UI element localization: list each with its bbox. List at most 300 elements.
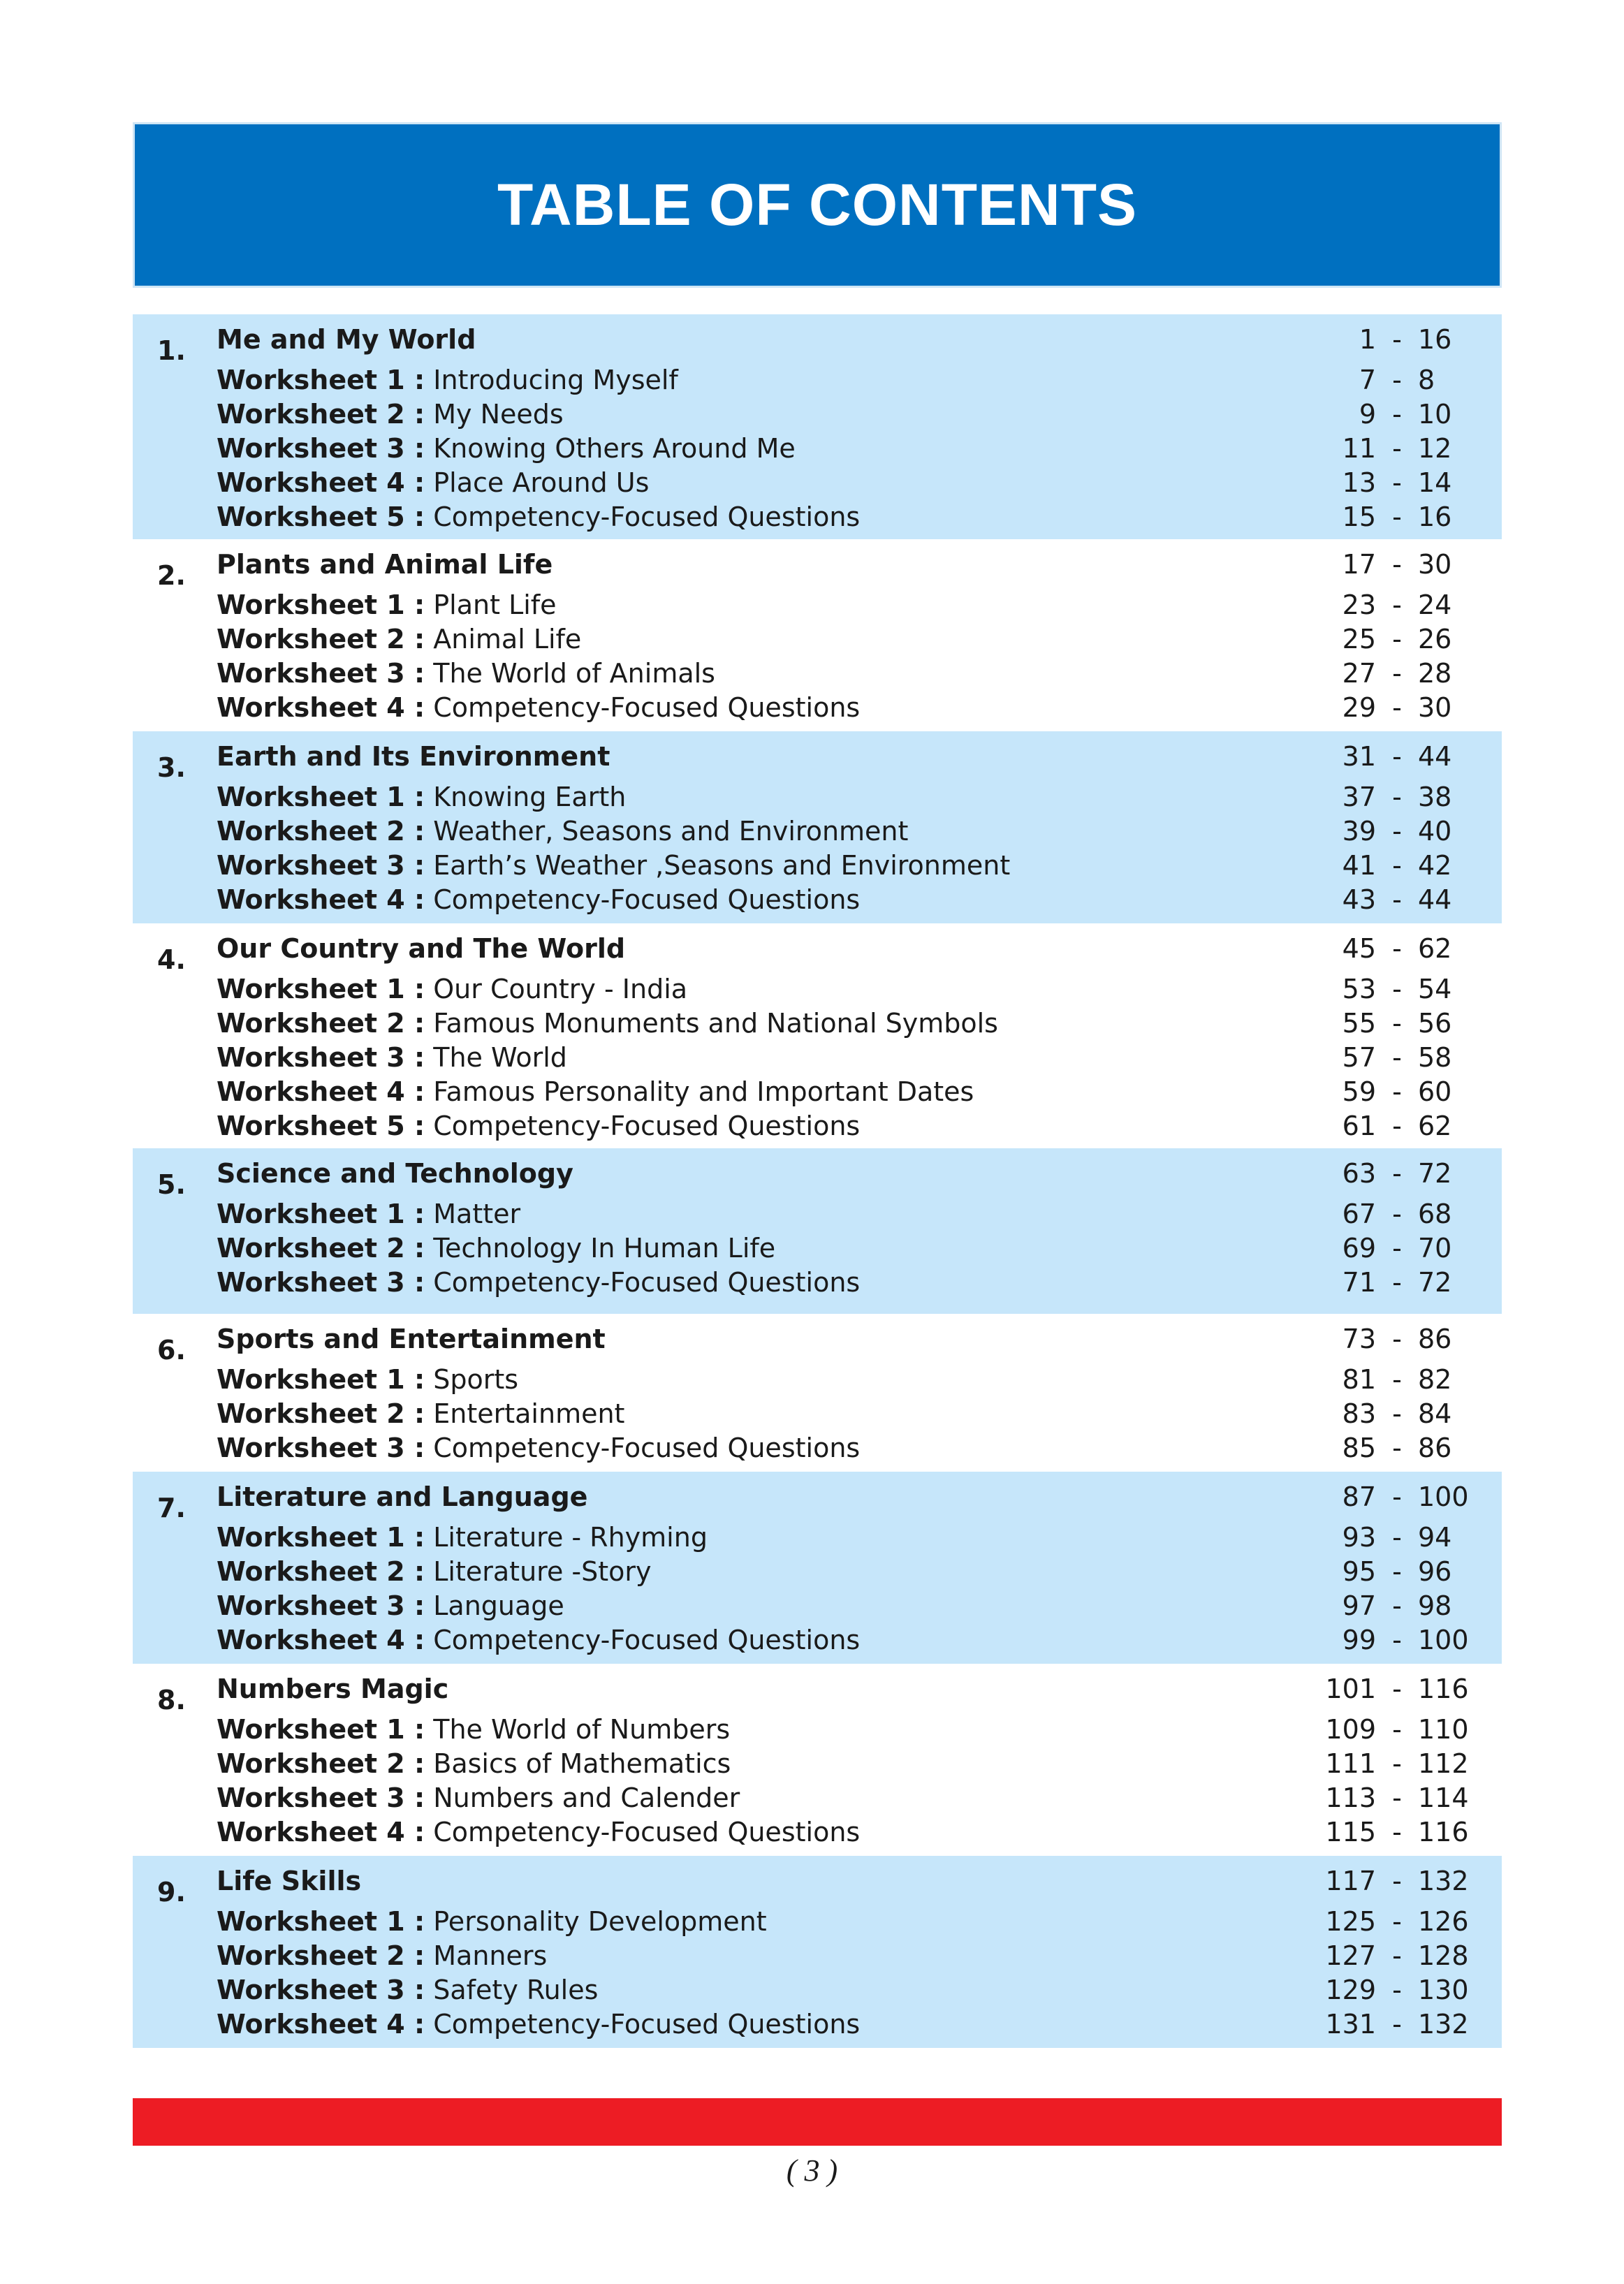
title-banner (133, 122, 1502, 288)
range-dash: - (1392, 692, 1402, 723)
worksheet-entry (217, 1522, 708, 1553)
page-start: 67 (1342, 1199, 1376, 1229)
page-range (1292, 741, 1474, 772)
page-end: 72 (1418, 1158, 1452, 1189)
chapter-title: Literature and Language (217, 1481, 588, 1512)
page-start: 101 (1325, 1674, 1376, 1704)
worksheet-label: Worksheet 4 : (217, 1076, 425, 1107)
worksheet-title: Plant Life (433, 590, 557, 620)
worksheet-entry (217, 1625, 860, 1655)
page-end: 116 (1418, 1674, 1469, 1704)
worksheet-title: Competency-Focused Questions (433, 692, 861, 723)
chapter-number: 9. (157, 1877, 186, 1908)
worksheet-label: Worksheet 2 : (217, 1556, 425, 1587)
worksheet-label: Worksheet 3 : (217, 1782, 425, 1813)
chapter-number: 5. (157, 1169, 186, 1200)
page-start: 127 (1325, 1940, 1376, 1971)
worksheet-entry (217, 1267, 860, 1298)
chapter-number: 4. (157, 944, 186, 975)
page-range (1292, 1233, 1474, 1264)
page-end: 62 (1418, 1111, 1452, 1141)
page-range (1292, 1481, 1474, 1512)
page-range (1292, 658, 1474, 689)
worksheet-entry (217, 1199, 520, 1229)
page-start: 63 (1342, 1158, 1376, 1189)
worksheet-row[interactable] (133, 1782, 1502, 1817)
page-end: 42 (1418, 850, 1452, 881)
chapter-row[interactable] (133, 1674, 1502, 1714)
page-start: 41 (1342, 850, 1376, 881)
worksheet-row[interactable] (133, 1522, 1502, 1556)
worksheet-row[interactable] (133, 1111, 1502, 1145)
worksheet-label: Worksheet 4 : (217, 2009, 425, 2040)
page-end: 8 (1418, 365, 1435, 395)
worksheet-row[interactable] (133, 1940, 1502, 1975)
worksheet-entry (217, 502, 860, 532)
worksheet-row[interactable] (133, 1714, 1502, 1748)
worksheet-title: Weather, Seasons and Environment (433, 816, 909, 847)
page-start: 9 (1359, 399, 1376, 430)
page-range (1292, 692, 1474, 723)
worksheet-title: Famous Monuments and National Symbols (433, 1008, 998, 1039)
range-dash: - (1392, 1199, 1402, 1229)
worksheet-title: Competency-Focused Questions (433, 884, 861, 915)
worksheet-row[interactable] (133, 1364, 1502, 1398)
page-start: 97 (1342, 1590, 1376, 1621)
page-range (1292, 1748, 1474, 1779)
range-dash: - (1392, 1748, 1402, 1779)
chapter-number: 3. (157, 752, 186, 783)
range-dash: - (1392, 590, 1402, 620)
worksheet-entry (217, 1008, 998, 1039)
page-end: 94 (1418, 1522, 1452, 1553)
chapter-title: Science and Technology (217, 1158, 573, 1189)
worksheet-row[interactable] (133, 1556, 1502, 1590)
range-dash: - (1392, 399, 1402, 430)
page-range (1292, 1866, 1474, 1896)
worksheet-row[interactable] (133, 365, 1502, 399)
worksheet-row[interactable] (133, 1590, 1502, 1625)
worksheet-entry (217, 1817, 860, 1847)
worksheet-entry (217, 2009, 860, 2040)
worksheet-entry (217, 782, 626, 812)
page-end: 126 (1418, 1906, 1469, 1937)
page-range (1292, 1267, 1474, 1298)
range-dash: - (1392, 1433, 1402, 1463)
page-end: 116 (1418, 1817, 1469, 1847)
worksheet-label: Worksheet 2 : (217, 1398, 425, 1429)
page-range (1292, 974, 1474, 1004)
worksheet-title: Technology In Human Life (433, 1233, 776, 1264)
worksheet-label: Worksheet 2 : (217, 1748, 425, 1779)
page-range (1292, 549, 1474, 580)
page-start: 111 (1325, 1748, 1376, 1779)
worksheet-entry (217, 1556, 652, 1587)
worksheet-row[interactable] (133, 1625, 1502, 1659)
page-range (1292, 1199, 1474, 1229)
chapter-title: Earth and Its Environment (217, 741, 610, 772)
worksheet-title: Basics of Mathematics (433, 1748, 731, 1779)
chapter-block (133, 731, 1502, 923)
page-end: 86 (1418, 1324, 1452, 1354)
worksheet-title: Place Around Us (433, 467, 650, 498)
worksheet-entry (217, 1364, 518, 1395)
worksheet-row[interactable] (133, 1076, 1502, 1111)
page-start: 23 (1342, 590, 1376, 620)
worksheet-label: Worksheet 2 : (217, 624, 425, 654)
range-dash: - (1392, 782, 1402, 812)
page-start: 7 (1359, 365, 1376, 395)
worksheet-label: Worksheet 2 : (217, 1940, 425, 1971)
page-range (1292, 1111, 1474, 1141)
page-end: 96 (1418, 1556, 1452, 1587)
page-end: 98 (1418, 1590, 1452, 1621)
page-start: 39 (1342, 816, 1376, 847)
worksheet-row[interactable] (133, 1975, 1502, 2009)
worksheet-entry (217, 1111, 860, 1141)
worksheet-entry (217, 1233, 775, 1264)
worksheet-row[interactable] (133, 467, 1502, 502)
page-range (1292, 433, 1474, 464)
page-start: 113 (1325, 1782, 1376, 1813)
worksheet-label: Worksheet 1 : (217, 1522, 425, 1553)
worksheet-row[interactable] (133, 1398, 1502, 1433)
worksheet-entry (217, 884, 860, 915)
page-start: 115 (1325, 1817, 1376, 1847)
chapter-row[interactable] (133, 1158, 1502, 1199)
worksheet-title: Animal Life (433, 624, 582, 654)
range-dash: - (1392, 658, 1402, 689)
worksheet-entry (217, 1714, 730, 1745)
worksheet-title: Our Country - India (433, 974, 688, 1004)
worksheet-row[interactable] (133, 850, 1502, 884)
page-range (1292, 816, 1474, 847)
worksheet-row[interactable] (133, 692, 1502, 726)
worksheet-entry (217, 467, 649, 498)
range-dash: - (1392, 816, 1402, 847)
worksheet-row[interactable] (133, 399, 1502, 433)
range-dash: - (1392, 1590, 1402, 1621)
worksheet-label: Worksheet 3 : (217, 1042, 425, 1073)
worksheet-title: My Needs (433, 399, 564, 430)
page-end: 72 (1418, 1267, 1452, 1298)
worksheet-entry (217, 433, 796, 464)
range-dash: - (1392, 1111, 1402, 1141)
range-dash: - (1392, 1233, 1402, 1264)
range-dash: - (1392, 884, 1402, 915)
range-dash: - (1392, 433, 1402, 464)
worksheet-row[interactable] (133, 502, 1502, 536)
page-end: 44 (1418, 884, 1452, 915)
worksheet-row[interactable] (133, 1267, 1502, 1301)
worksheet-row[interactable] (133, 1199, 1502, 1233)
worksheet-label: Worksheet 3 : (217, 658, 425, 689)
page-end: 28 (1418, 658, 1452, 689)
page-range (1292, 1625, 1474, 1655)
page-end: 16 (1418, 502, 1452, 532)
chapter-number: 6. (157, 1335, 186, 1366)
chapter-title: Sports and Entertainment (217, 1324, 606, 1354)
footer-bar (133, 2098, 1502, 2146)
range-dash: - (1392, 1906, 1402, 1937)
worksheet-label: Worksheet 3 : (217, 1975, 425, 2005)
chapter-row[interactable] (133, 741, 1502, 782)
range-dash: - (1392, 933, 1402, 964)
page-range (1292, 1076, 1474, 1107)
page-start: 81 (1342, 1364, 1376, 1395)
page-range (1292, 884, 1474, 915)
worksheet-label: Worksheet 1 : (217, 590, 425, 620)
range-dash: - (1392, 1975, 1402, 2005)
range-dash: - (1392, 1324, 1402, 1354)
page-start: 73 (1342, 1324, 1376, 1354)
worksheet-entry (217, 658, 715, 689)
page-start: 53 (1342, 974, 1376, 1004)
worksheet-title: Literature -Story (433, 1556, 652, 1587)
worksheet-label: Worksheet 1 : (217, 1906, 425, 1937)
worksheet-label: Worksheet 1 : (217, 1364, 425, 1395)
worksheet-title: Knowing Earth (433, 782, 627, 812)
page-start: 11 (1342, 433, 1376, 464)
worksheet-label: Worksheet 4 : (217, 884, 425, 915)
worksheet-title: The World of Animals (433, 658, 715, 689)
worksheet-row[interactable] (133, 884, 1502, 918)
worksheet-row[interactable] (133, 974, 1502, 1008)
worksheet-row[interactable] (133, 433, 1502, 467)
chapter-number: 1. (157, 335, 186, 366)
worksheet-entry (217, 590, 557, 620)
worksheet-row[interactable] (133, 782, 1502, 816)
worksheet-label: Worksheet 4 : (217, 1817, 425, 1847)
page-start: 129 (1325, 1975, 1376, 2005)
worksheet-title: Competency-Focused Questions (433, 1111, 861, 1141)
worksheet-title: Knowing Others Around Me (433, 433, 796, 464)
worksheet-entry (217, 399, 564, 430)
page-range (1292, 1324, 1474, 1354)
range-dash: - (1392, 1940, 1402, 1971)
worksheet-row[interactable] (133, 1906, 1502, 1940)
worksheet-entry (217, 1906, 767, 1937)
worksheet-row[interactable] (133, 2009, 1502, 2043)
range-dash: - (1392, 1866, 1402, 1896)
page-range (1292, 324, 1474, 355)
worksheet-title: Manners (433, 1940, 548, 1971)
chapter-row[interactable] (133, 1866, 1502, 1906)
page-end: 130 (1418, 1975, 1469, 2005)
page-start: 17 (1342, 549, 1376, 580)
chapter-row[interactable] (133, 324, 1502, 365)
worksheet-label: Worksheet 4 : (217, 692, 425, 723)
page-range (1292, 1008, 1474, 1039)
chapter-number: 8. (157, 1685, 186, 1715)
worksheet-entry (217, 1782, 740, 1813)
chapter-title: Plants and Animal Life (217, 549, 553, 580)
worksheet-label: Worksheet 1 : (217, 782, 425, 812)
page-end: 60 (1418, 1076, 1452, 1107)
page-start: 57 (1342, 1042, 1376, 1073)
worksheet-entry (217, 1590, 564, 1621)
chapter-block (133, 1856, 1502, 2048)
worksheet-title: Literature - Rhyming (433, 1522, 708, 1553)
worksheet-row[interactable] (133, 624, 1502, 658)
chapter-row[interactable] (133, 1481, 1502, 1522)
worksheet-entry (217, 1076, 974, 1107)
worksheet-title: Language (433, 1590, 564, 1621)
page-range (1292, 1940, 1474, 1971)
chapter-block (133, 314, 1502, 539)
worksheet-label: Worksheet 2 : (217, 1233, 425, 1264)
range-dash: - (1392, 467, 1402, 498)
chapter-block (133, 923, 1502, 1148)
worksheet-entry (217, 1748, 731, 1779)
page-start: 31 (1342, 741, 1376, 772)
page-range (1292, 1433, 1474, 1463)
range-dash: - (1392, 1817, 1402, 1847)
worksheet-label: Worksheet 4 : (217, 467, 425, 498)
page-range (1292, 1556, 1474, 1587)
page-end: 84 (1418, 1398, 1452, 1429)
worksheet-label: Worksheet 5 : (217, 502, 425, 532)
chapter-row[interactable] (133, 549, 1502, 590)
page-range (1292, 399, 1474, 430)
page-end: 40 (1418, 816, 1452, 847)
worksheet-row[interactable] (133, 1008, 1502, 1042)
worksheet-title: Competency-Focused Questions (433, 502, 861, 532)
range-dash: - (1392, 1398, 1402, 1429)
worksheet-label: Worksheet 2 : (217, 399, 425, 430)
worksheet-row[interactable] (133, 590, 1502, 624)
chapter-title: Me and My World (217, 324, 476, 355)
page-end: 112 (1418, 1748, 1469, 1779)
page-start: 125 (1325, 1906, 1376, 1937)
worksheet-title: Safety Rules (433, 1975, 599, 2005)
worksheet-entry (217, 624, 581, 654)
page-start: 37 (1342, 782, 1376, 812)
worksheet-row[interactable] (133, 1433, 1502, 1467)
worksheet-entry (217, 1433, 860, 1463)
page-range (1292, 1975, 1474, 2005)
range-dash: - (1392, 1364, 1402, 1395)
worksheet-row[interactable] (133, 1042, 1502, 1076)
page-start: 15 (1342, 502, 1376, 532)
page-title: TABLE OF CONTENTS (497, 172, 1138, 237)
page-end: 38 (1418, 782, 1452, 812)
worksheet-title: Entertainment (433, 1398, 625, 1429)
chapter-title: Our Country and The World (217, 933, 626, 964)
range-dash: - (1392, 1782, 1402, 1813)
chapter-number: 2. (157, 560, 186, 591)
worksheet-title: Competency-Focused Questions (433, 1625, 861, 1655)
worksheet-title: Competency-Focused Questions (433, 1433, 861, 1463)
page-end: 56 (1418, 1008, 1452, 1039)
chapter-block (133, 1664, 1502, 1856)
worksheet-label: Worksheet 2 : (217, 1008, 425, 1039)
worksheet-entry (217, 1940, 547, 1971)
page-range (1292, 590, 1474, 620)
page-end: 14 (1418, 467, 1452, 498)
page-start: 109 (1325, 1714, 1376, 1745)
page-start: 71 (1342, 1267, 1376, 1298)
page-range (1292, 1906, 1474, 1937)
range-dash: - (1392, 1076, 1402, 1107)
page-end: 26 (1418, 624, 1452, 654)
worksheet-row[interactable] (133, 1233, 1502, 1267)
page-end: 86 (1418, 1433, 1452, 1463)
chapter-row[interactable] (133, 933, 1502, 974)
worksheet-title: Famous Personality and Important Dates (433, 1076, 974, 1107)
page-range (1292, 782, 1474, 812)
range-dash: - (1392, 624, 1402, 654)
page-end: 82 (1418, 1364, 1452, 1395)
page-end: 24 (1418, 590, 1452, 620)
worksheet-row[interactable] (133, 1817, 1502, 1851)
chapter-title: Life Skills (217, 1866, 362, 1896)
page-end: 54 (1418, 974, 1452, 1004)
range-dash: - (1392, 850, 1402, 881)
page-start: 29 (1342, 692, 1376, 723)
range-dash: - (1392, 2009, 1402, 2040)
chapter-number: 7. (157, 1493, 186, 1523)
page-start: 117 (1325, 1866, 1376, 1896)
page-start: 83 (1342, 1398, 1376, 1429)
range-dash: - (1392, 1714, 1402, 1745)
page-end: 10 (1418, 399, 1452, 430)
worksheet-entry (217, 974, 687, 1004)
worksheet-title: Competency-Focused Questions (433, 1817, 861, 1847)
worksheet-label: Worksheet 1 : (217, 365, 425, 395)
range-dash: - (1392, 1042, 1402, 1073)
page-range (1292, 1674, 1474, 1704)
page-start: 13 (1342, 467, 1376, 498)
worksheet-title: Personality Development (433, 1906, 767, 1937)
page-range (1292, 1158, 1474, 1189)
page-start: 131 (1325, 2009, 1376, 2040)
range-dash: - (1392, 1158, 1402, 1189)
worksheet-label: Worksheet 3 : (217, 1590, 425, 1621)
worksheet-entry (217, 1042, 567, 1073)
page-range (1292, 933, 1474, 964)
page-start: 99 (1342, 1625, 1376, 1655)
range-dash: - (1392, 741, 1402, 772)
worksheet-title: Matter (433, 1199, 521, 1229)
page-end: 100 (1418, 1481, 1469, 1512)
worksheet-label: Worksheet 3 : (217, 1433, 425, 1463)
page-range (1292, 1398, 1474, 1429)
worksheet-entry (217, 1398, 624, 1429)
range-dash: - (1392, 1625, 1402, 1655)
worksheet-title: Numbers and Calender (433, 1782, 740, 1813)
chapter-title: Numbers Magic (217, 1674, 449, 1704)
worksheet-row[interactable] (133, 658, 1502, 692)
range-dash: - (1392, 324, 1402, 355)
worksheet-row[interactable] (133, 1748, 1502, 1782)
page-end: 58 (1418, 1042, 1452, 1073)
page-range (1292, 2009, 1474, 2040)
chapter-block (133, 1472, 1502, 1664)
worksheet-title: Competency-Focused Questions (433, 2009, 861, 2040)
page-end: 100 (1418, 1625, 1469, 1655)
page-end: 30 (1418, 692, 1452, 723)
chapter-row[interactable] (133, 1324, 1502, 1364)
page-range (1292, 850, 1474, 881)
worksheet-label: Worksheet 1 : (217, 1714, 425, 1745)
range-dash: - (1392, 1481, 1402, 1512)
worksheet-row[interactable] (133, 816, 1502, 850)
worksheet-title: The World of Numbers (433, 1714, 731, 1745)
worksheet-entry (217, 365, 678, 395)
range-dash: - (1392, 549, 1402, 580)
worksheet-label: Worksheet 3 : (217, 433, 425, 464)
